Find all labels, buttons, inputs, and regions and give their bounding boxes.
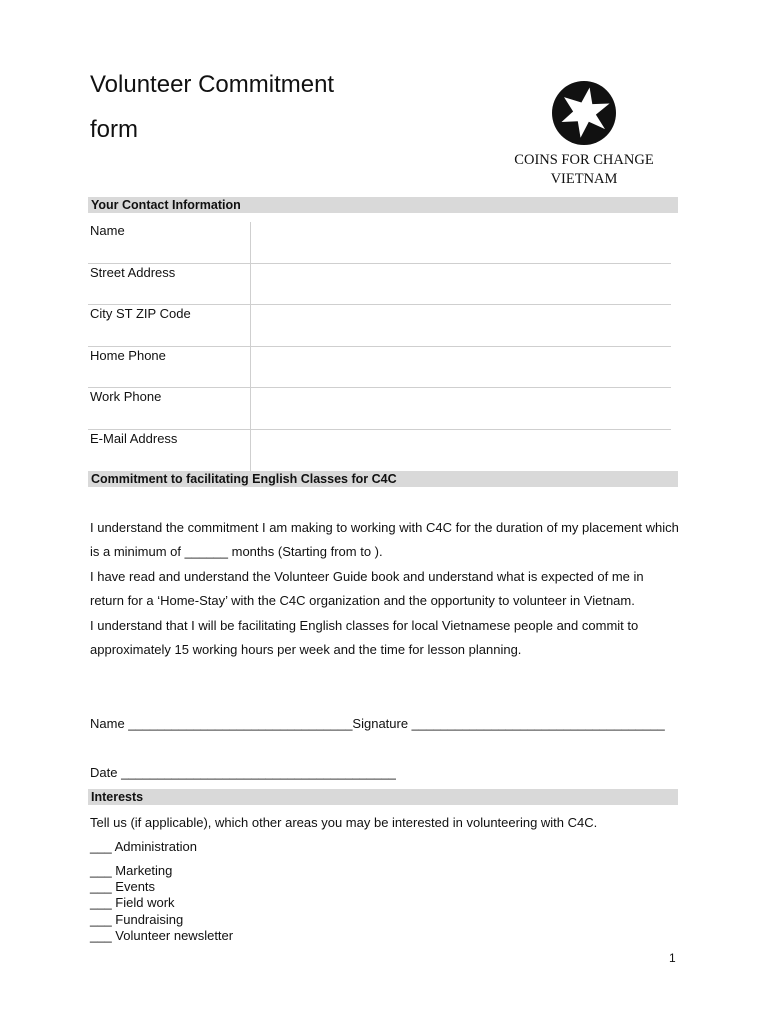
page-number: 1 [669,951,676,965]
work-phone-field[interactable] [250,388,251,430]
contact-row [88,430,671,472]
logo-text-line2: VIETNAM [550,171,618,187]
form-title-line2: form [90,116,138,143]
date-line[interactable]: Date ______________________________________ [90,765,396,780]
interests-section-header: Interests [88,789,678,805]
interest-option-marketing[interactable]: ___ Marketing [90,863,173,878]
contact-row [88,264,671,306]
star-logo-icon [551,80,617,146]
field-label-home-phone: Home Phone [90,347,166,363]
interest-option-events[interactable]: ___ Events [90,879,156,894]
interest-option-fundraising[interactable]: ___ Fundraising [90,912,184,927]
field-label-city: City ST ZIP Code [90,306,191,321]
commitment-paragraph-2: I have read and understand the Volunteer Guide book and understand what is expected of me in return for a ‘Home-Stay’ with the C4C organization and the opportunity to volunteer in Vietnam. [90,568,644,609]
interest-option-newsletter[interactable]: ___ Volunteer newsletter [90,928,234,943]
home-phone-field[interactable] [250,347,251,389]
name-field[interactable] [250,222,251,264]
city-st-zip-field[interactable] [250,305,251,347]
commitment-paragraph-3: I understand that I will be facilitating English classes for local Vietnamese people and commit to approximately 15 working hours per week and the time for lesson planning. [90,617,639,658]
field-label-name: Name [90,223,125,238]
contact-row [88,388,671,430]
contact-table [88,222,671,471]
commitment-paragraph-1: I understand the commitment I am making to working with C4C for the duration of my placement which is a minimum of ______ months (Starting from to ). [90,520,679,560]
logo-text-line1: COINS FOR CHANGE [514,152,654,168]
contact-row [88,347,671,389]
field-label-email: E-Mail Address [90,430,178,446]
form-title-line1: Volunteer Commitment [90,71,335,98]
email-field[interactable] [250,430,251,473]
commitment-text [90,516,690,662]
interest-option-administration[interactable]: ___ Administration [90,839,197,854]
field-label-work-phone: Work Phone [90,389,162,404]
contact-row [88,305,671,347]
interests-intro: Tell us (if applicable), which other areas you may be interested in volunteering with C4C. [90,815,598,830]
field-label-street: Street Address [90,264,176,280]
name-signature-line[interactable]: Name _______________________________Signature ___________________________________ [90,716,665,731]
contact-section-header: Your Contact Information [88,197,678,213]
org-logo [504,76,664,194]
contact-row [88,222,671,264]
commitment-section-header: Commitment to facilitating English Classes for C4C [88,471,678,487]
street-address-field[interactable] [250,264,251,306]
interest-option-field-work[interactable]: ___ Field work [90,895,175,910]
